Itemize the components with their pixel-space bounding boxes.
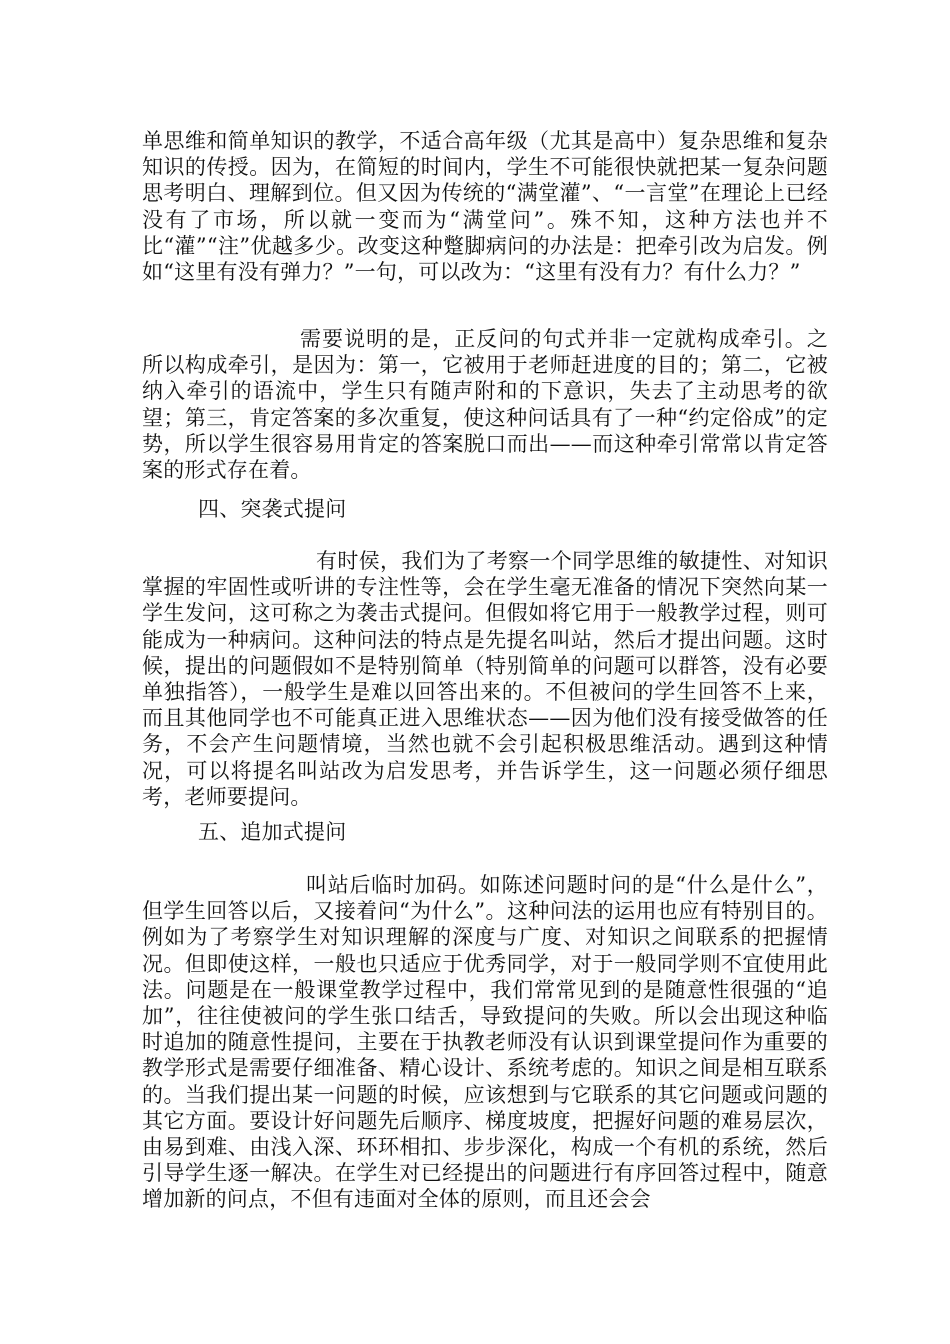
paragraph-yes-no-questions-note: 需要说明的是，正反问的句式并非一定就构成牵引。之所以构成牵引，是因为：第一，它被用于老师赶进度的目的；第二，它被纳入牵引的语流中，学生只有随声附和的下意识，失去了主动思考的欲望；第三，肯定答案的多次重复，使这种问话具有了一种“约定俗成”的定势，所以学生很容易用肯定的答案脱口而出——而这种牵引常常以肯定答案的形式存在着。: [142, 327, 828, 483]
paragraph-leading-questions-continued: 单思维和简单知识的教学，不适合高年级（尤其是高中）复杂思维和复杂知识的传授。因为，在简短的时间内，学生不可能很快就把某一复杂问题思考明白、理解到位。但又因为传统的“满堂灌”、“一言堂”在理论上已经没有了市场，所以就一变而为“满堂问”。殊不知，这种方法也并不比“灌”“注”优越多少。改变这种蹩脚病问的办法是：把牵引改为启发。例如“这里有没有弹力？”一句，可以改为：“这里有没有力？有什么力？”: [142, 129, 828, 285]
heading-surprise-questioning: 四、突袭式提问: [198, 497, 347, 521]
paragraph-surprise-questioning: 有时侯，我们为了考察一个同学思维的敏捷性、对知识掌握的牢固性或听讲的专注性等，会在学生毫无准备的情况下突然向某一学生发问，这可称之为袭击式提问。但假如将它用于一般教学过程，则可能成为一种病问。这种问法的特点是先提名叫站，然后才提出问题。这时候，提出的问题假如不是特别简单（特别简单的问题可以群答，没有必要单独指答），一般学生是难以回答出来的。不但被问的学生回答不上来，而且其他同学也不可能真正进入思维状态——因为他们没有接受做答的任务，不会产生问题情境，当然也就不会引起积极思维活动。遇到这种情况，可以将提名叫站改为启发思考，并告诉学生，这一问题必须仔细思考，老师要提问。: [142, 549, 828, 809]
paragraph-follow-up-questioning: 叫站后临时加码。如陈述问题时问的是“什么是什么”，但学生回答以后，又接着问“为什么”。这种问法的运用也应有特别目的。例如为了考察学生对知识理解的深度与广度、对知识之间联系的把握情况。但即使这样，一般也只适应于优秀同学，对于一般同学则不宜使用此法。问题是在一般课堂教学过程中，我们常常见到的是随意性很强的“追加”，往往使被问的学生张口结舌，导致提问的失败。所以会出现这种临时追加的随意性提问，主要在于执教老师没有认识到课堂提问作为重要的教学形式是需要仔细准备、精心设计、系统考虑的。知识之间是相互联系的。当我们提出某一问题的时候，应该想到与它联系的其它问题或问题的其它方面。要设计好问题先后顺序、梯度坡度，把握好问题的难易层次，由易到难、由浅入深、环环相扣、步步深化，构成一个有机的系统，然后引导学生逐一解决。在学生对已经提出的问题进行有序回答过程中，随意增加新的问点，不但有违面对全体的原则，而且还会会: [142, 873, 828, 1212]
heading-follow-up-questioning: 五、追加式提问: [198, 820, 347, 844]
